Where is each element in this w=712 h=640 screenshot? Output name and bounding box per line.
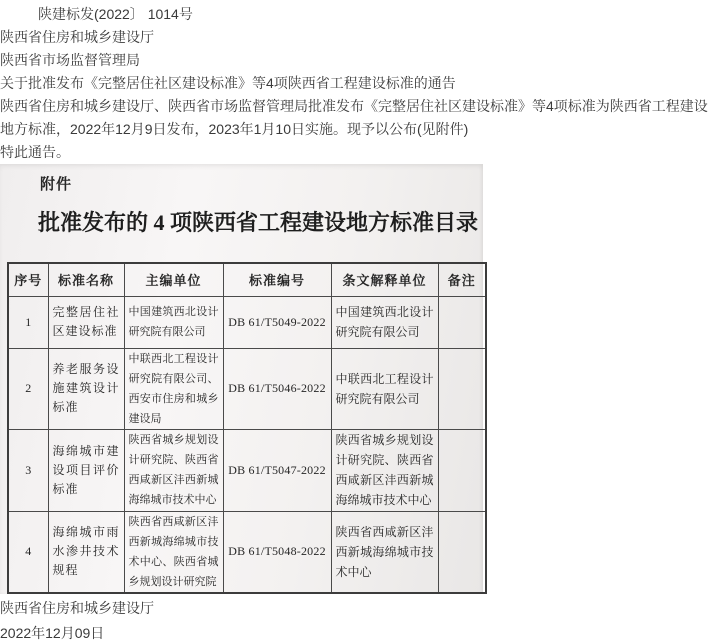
cell-note (438, 296, 486, 348)
cell-editor-unit: 陕西省西咸新区沣西新城海绵城市技术中心、陕西省城乡规划设计研究院 (124, 511, 223, 593)
cell-editor-unit: 中国建筑西北设计研究院有限公司 (124, 296, 223, 348)
cell-note (438, 429, 486, 511)
notice-header-block (0, 0, 712, 164)
notice-title-line: 关于批准发布《完整居住社区建设标准》等4项陕西省工程建设标准的通告 (0, 75, 456, 91)
table-header-row (8, 263, 486, 296)
table-row (8, 348, 486, 429)
doc-number-line: 陕建标发(2022〕 1014号 (38, 6, 193, 22)
cell-standard-name: 养老服务设施建筑设计标准 (48, 348, 124, 429)
header-cell-note: 备注 (438, 263, 486, 296)
cell-no: 3 (8, 429, 48, 511)
cell-no: 2 (8, 348, 48, 429)
footer-block (0, 596, 712, 640)
footer-date: 2022年12月09日 (0, 625, 105, 640)
cell-standard-code: DB 61/T5047-2022 (223, 429, 331, 511)
cell-interpreter-unit: 陕西省西咸新区沣西新城海绵城市技术中心 (331, 511, 438, 593)
standards-table (7, 262, 487, 594)
table-row (8, 429, 486, 511)
scanned-attachment-image (0, 164, 483, 594)
cell-interpreter-unit: 中国建筑西北设计研究院有限公司 (331, 296, 438, 348)
table-row (8, 511, 486, 593)
cell-note (438, 511, 486, 593)
cell-editor-unit: 中联西北工程设计研究院有限公司、西安市住房和城乡建设局 (124, 348, 223, 429)
attachment-title: 批准发布的 4 项陕西省工程建设地方标准目录 (38, 210, 479, 235)
cell-standard-name: 完整居住社区建设标准 (48, 296, 124, 348)
cell-no: 1 (8, 296, 48, 348)
cell-interpreter-unit: 陕西省城乡规划设计研究院、陕西省西咸新区沣西新城海绵城市技术中心 (331, 429, 438, 511)
header-cell-interpreter: 条文解释单位 (331, 263, 438, 296)
notice-body-line-1: 陕西省住房和城乡建设厅、陕西省市场监督管理局批准发布《完整居住社区建设标准》等4项标准为陕西省工程建设 (0, 98, 708, 114)
footer-agency: 陕西省住房和城乡建设厅 (0, 600, 154, 616)
table-row (8, 296, 486, 348)
cell-note (438, 348, 486, 429)
issuing-agency-line-2: 陕西省市场监督管理局 (0, 52, 140, 68)
cell-standard-code: DB 61/T5049-2022 (223, 296, 331, 348)
cell-editor-unit: 陕西省城乡规划设计研究院、陕西省西咸新区沣西新城海绵城市技术中心 (124, 429, 223, 511)
cell-standard-code: DB 61/T5048-2022 (223, 511, 331, 593)
notice-body-line-2: 地方标准，2022年12月9日发布，2023年1月10日实施。现予以公布(见附件) (0, 121, 469, 137)
notice-closing-line: 特此通告。 (0, 144, 70, 160)
cell-standard-code: DB 61/T5046-2022 (223, 348, 331, 429)
cell-standard-name: 海绵城市建设项目评价标准 (48, 429, 124, 511)
attachment-label: 附件 (40, 177, 73, 193)
issuing-agency-line-1: 陕西省住房和城乡建设厅 (0, 29, 154, 45)
header-cell-code: 标准编号 (223, 263, 331, 296)
header-cell-editor: 主编单位 (124, 263, 223, 296)
cell-no: 4 (8, 511, 48, 593)
cell-interpreter-unit: 中联西北工程设计研究院有限公司 (331, 348, 438, 429)
header-cell-no: 序号 (8, 263, 48, 296)
header-cell-name: 标准名称 (48, 263, 124, 296)
cell-standard-name: 海绵城市雨水渗井技术规程 (48, 511, 124, 593)
